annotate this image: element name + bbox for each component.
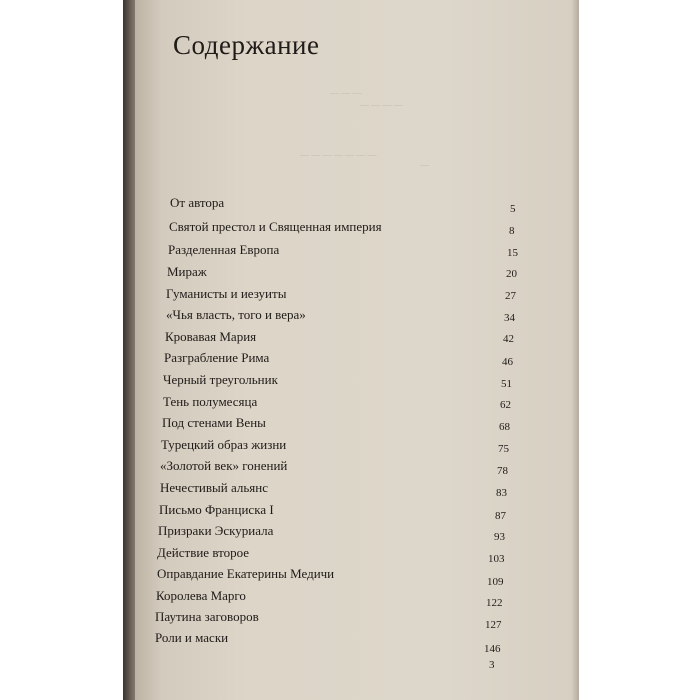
show-through-mark: — — — — [330, 88, 362, 98]
toc-entry-title: Мираж — [167, 264, 207, 279]
toc-entry-page: 83 — [496, 487, 507, 499]
toc-entry-page: 15 — [507, 247, 518, 259]
page-number: 3 — [489, 659, 495, 671]
toc-entry-page: 127 — [485, 619, 502, 631]
toc-entry-title: Под стенами Вены — [162, 415, 266, 430]
toc-entry-page: 122 — [486, 597, 503, 609]
toc-entry-page: 62 — [500, 399, 511, 411]
toc-entry-page: 87 — [495, 510, 506, 522]
show-through-mark: — — [420, 160, 429, 170]
toc-entry-page: 51 — [501, 378, 512, 390]
toc-entry-page: 78 — [497, 465, 508, 477]
toc-entry-title: Разделенная Европа — [168, 242, 280, 257]
toc-entry-page: 103 — [488, 553, 505, 565]
toc-entry-title: Гуманисты и иезуиты — [166, 286, 287, 301]
toc-entry-title: Разграбление Рима — [164, 350, 270, 365]
toc-entry-page: 27 — [505, 290, 516, 302]
toc-entry-page: 93 — [494, 531, 505, 543]
toc-entry-title: Тень полумесяца — [163, 394, 258, 409]
show-through-mark: — — — — — [360, 100, 403, 110]
toc-entry-title: Роли и маски — [155, 630, 229, 645]
toc-entry-page: 75 — [498, 443, 509, 455]
toc-entry-title: Королева Марго — [156, 588, 246, 603]
toc-entry-title: Паутина заговоров — [155, 609, 259, 624]
toc-entry-page: 8 — [509, 225, 515, 237]
toc-entry-title: Святой престол и Священная империя — [169, 219, 382, 234]
toc-entry-page: 109 — [487, 576, 504, 588]
toc-entry-title: Оправдание Екатерины Медичи — [157, 566, 335, 581]
show-through-mark: — — — — — — — — [300, 150, 377, 160]
toc-entry-page: 20 — [506, 268, 517, 280]
toc-entry-title: Нечестивый альянс — [160, 480, 268, 495]
toc-entry-title: Письмо Франциска I — [159, 502, 274, 517]
toc-entry-title: «Золотой век» гонений — [160, 458, 288, 473]
toc-entry-page: 5 — [510, 203, 516, 215]
toc-entry-title: Черный треугольник — [163, 372, 278, 387]
page-title: Содержание — [173, 30, 320, 60]
toc-entry-title: Кровавая Мария — [165, 329, 257, 344]
toc-entry-page: 34 — [504, 312, 515, 324]
toc-entry-title: От автора — [170, 195, 225, 210]
toc-entry-page: 68 — [499, 421, 510, 433]
toc-entry-page: 42 — [503, 333, 514, 345]
toc-entry-page: 146 — [484, 643, 501, 655]
toc-entry-title: Призраки Эскуриала — [158, 523, 274, 538]
toc-entry-title: «Чья власть, того и вера» — [166, 307, 306, 322]
toc-entry-title: Действие второе — [157, 545, 250, 560]
page-edge-shadow — [571, 0, 579, 700]
toc-entry-page: 46 — [502, 356, 513, 368]
toc-entry-title: Турецкий образ жизни — [161, 437, 287, 452]
